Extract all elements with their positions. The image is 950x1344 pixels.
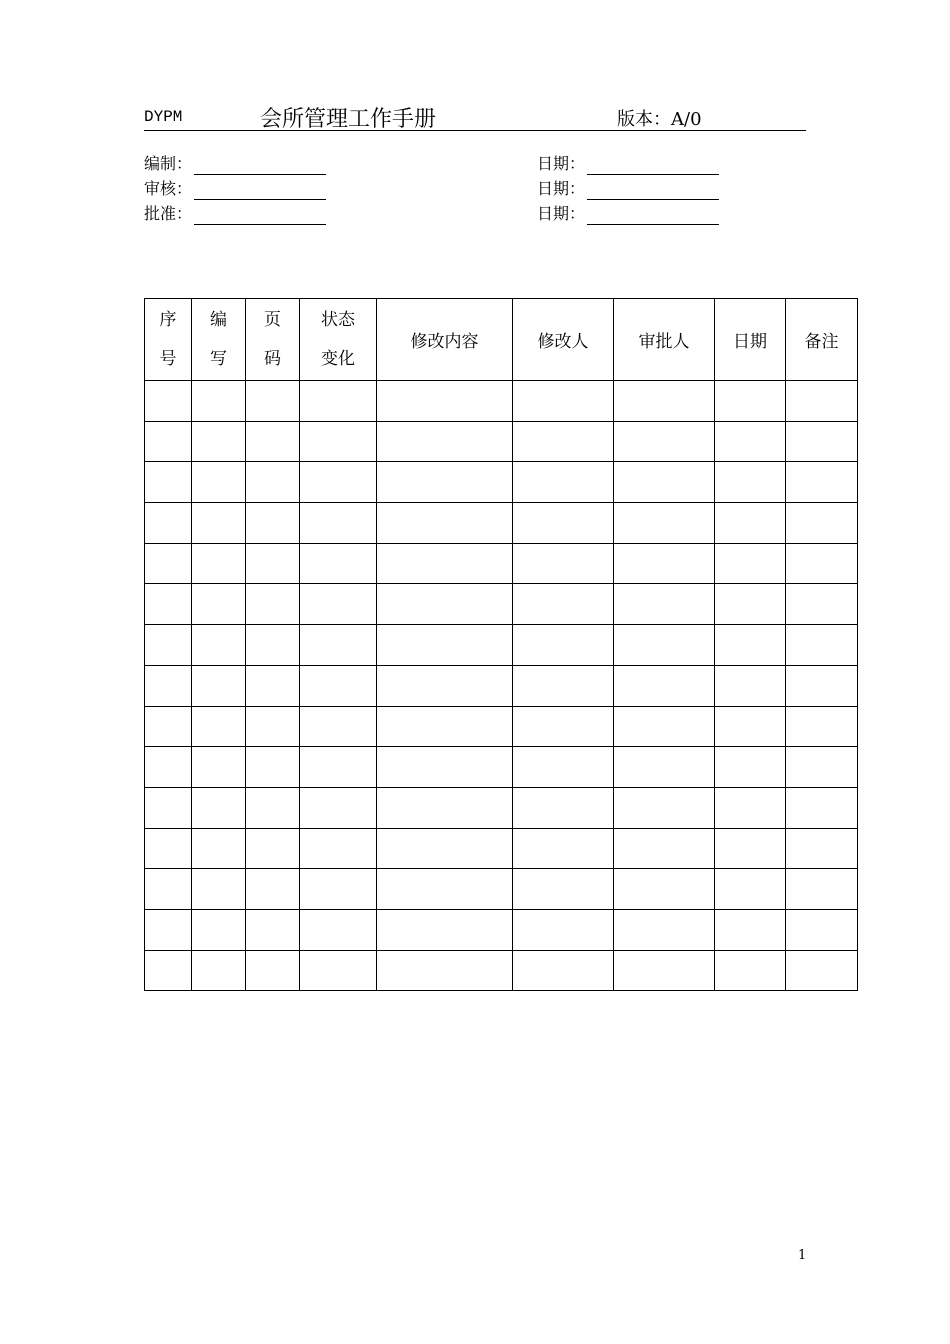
table-cell-modifier[interactable]: [513, 462, 614, 503]
version-label: 版本：A/0: [617, 109, 702, 130]
column-header-modifier: 修改人: [513, 299, 614, 381]
table-cell-date[interactable]: [715, 381, 786, 422]
table-cell-remarks[interactable]: [786, 909, 858, 950]
table-cell-approver[interactable]: [614, 421, 715, 462]
table-cell-seq[interactable]: [145, 421, 192, 462]
table-cell-page[interactable]: [246, 421, 300, 462]
table-cell-remarks[interactable]: [786, 625, 858, 666]
table-cell-modifier[interactable]: [513, 950, 614, 991]
table-cell-modifier[interactable]: [513, 381, 614, 422]
table-cell-status[interactable]: [300, 462, 377, 503]
table-cell-date[interactable]: [715, 828, 786, 869]
table-cell-content[interactable]: [377, 747, 513, 788]
table-cell-date[interactable]: [715, 909, 786, 950]
table-cell-approver[interactable]: [614, 909, 715, 950]
table-cell-status[interactable]: [300, 665, 377, 706]
table-cell-seq[interactable]: [145, 787, 192, 828]
table-cell-seq[interactable]: [145, 909, 192, 950]
table-cell-seq[interactable]: [145, 665, 192, 706]
table-row: [145, 869, 858, 910]
table-cell-approver[interactable]: [614, 543, 715, 584]
table-cell-date[interactable]: [715, 869, 786, 910]
table-cell-remarks[interactable]: [786, 706, 858, 747]
table-cell-approver[interactable]: [614, 869, 715, 910]
table-cell-author[interactable]: [192, 625, 246, 666]
column-header-approver: 审批人: [614, 299, 715, 381]
reviewed-date-label: 日期：: [537, 179, 586, 198]
table-cell-date[interactable]: [715, 543, 786, 584]
table-cell-remarks[interactable]: [786, 381, 858, 422]
table-cell-approver[interactable]: [614, 503, 715, 544]
table-cell-status[interactable]: [300, 706, 377, 747]
table-cell-author[interactable]: [192, 828, 246, 869]
table-cell-status[interactable]: [300, 869, 377, 910]
table-cell-status[interactable]: [300, 787, 377, 828]
table-cell-modifier[interactable]: [513, 747, 614, 788]
table-cell-remarks[interactable]: [786, 869, 858, 910]
table-cell-approver[interactable]: [614, 625, 715, 666]
table-cell-page[interactable]: [246, 584, 300, 625]
table-cell-date[interactable]: [715, 950, 786, 991]
prepared-by-blank: [194, 158, 326, 175]
table-cell-page[interactable]: [246, 747, 300, 788]
table-cell-page[interactable]: [246, 665, 300, 706]
table-cell-modifier[interactable]: [513, 625, 614, 666]
table-cell-author[interactable]: [192, 909, 246, 950]
table-cell-author[interactable]: [192, 706, 246, 747]
table-cell-seq[interactable]: [145, 381, 192, 422]
approved-by-label: 批准：: [144, 204, 193, 223]
table-cell-content[interactable]: [377, 828, 513, 869]
table-cell-content[interactable]: [377, 421, 513, 462]
table-cell-seq[interactable]: [145, 462, 192, 503]
table-cell-page[interactable]: [246, 543, 300, 584]
table-cell-seq[interactable]: [145, 706, 192, 747]
table-cell-author[interactable]: [192, 747, 246, 788]
reviewed-date-blank: [587, 183, 719, 200]
table-cell-content[interactable]: [377, 787, 513, 828]
table-cell-status[interactable]: [300, 503, 377, 544]
table-cell-page[interactable]: [246, 909, 300, 950]
column-header-remarks: 备注: [786, 299, 858, 381]
table-row: [145, 503, 858, 544]
reviewed-by-label: 审核：: [144, 179, 193, 198]
table-cell-content[interactable]: [377, 665, 513, 706]
table-row: [145, 828, 858, 869]
table-cell-modifier[interactable]: [513, 421, 614, 462]
table-row: [145, 665, 858, 706]
table-cell-status[interactable]: [300, 747, 377, 788]
table-cell-date[interactable]: [715, 787, 786, 828]
table-row: [145, 584, 858, 625]
table-cell-page[interactable]: [246, 828, 300, 869]
approved-date-label: 日期：: [537, 204, 586, 223]
revision-rows: [145, 381, 858, 991]
table-cell-status[interactable]: [300, 584, 377, 625]
revision-history-table: [144, 298, 858, 991]
table-cell-seq[interactable]: [145, 828, 192, 869]
table-cell-approver[interactable]: [614, 787, 715, 828]
table-cell-page[interactable]: [246, 869, 300, 910]
table-cell-content[interactable]: [377, 706, 513, 747]
table-cell-seq[interactable]: [145, 503, 192, 544]
table-cell-seq[interactable]: [145, 584, 192, 625]
table-cell-modifier[interactable]: [513, 909, 614, 950]
table-cell-approver[interactable]: [614, 462, 715, 503]
table-cell-modifier[interactable]: [513, 503, 614, 544]
table-cell-author[interactable]: [192, 869, 246, 910]
table-cell-status[interactable]: [300, 909, 377, 950]
table-cell-author[interactable]: [192, 584, 246, 625]
table-cell-content[interactable]: [377, 950, 513, 991]
document-header: [144, 100, 806, 131]
table-cell-modifier[interactable]: [513, 828, 614, 869]
table-cell-modifier[interactable]: [513, 584, 614, 625]
column-header-author: 编 写: [192, 299, 246, 381]
table-cell-remarks[interactable]: [786, 584, 858, 625]
table-cell-seq[interactable]: [145, 543, 192, 584]
table-header-row: [145, 299, 858, 381]
table-cell-seq[interactable]: [145, 625, 192, 666]
table-cell-date[interactable]: [715, 625, 786, 666]
table-cell-status[interactable]: [300, 381, 377, 422]
table-cell-content[interactable]: [377, 625, 513, 666]
table-cell-modifier[interactable]: [513, 543, 614, 584]
prepared-date-label: 日期：: [537, 154, 586, 173]
table-cell-remarks[interactable]: [786, 828, 858, 869]
table-row: [145, 787, 858, 828]
table-cell-status[interactable]: [300, 625, 377, 666]
table-cell-modifier[interactable]: [513, 787, 614, 828]
table-cell-modifier[interactable]: [513, 665, 614, 706]
table-cell-date[interactable]: [715, 747, 786, 788]
table-cell-approver[interactable]: [614, 747, 715, 788]
table-cell-remarks[interactable]: [786, 950, 858, 991]
table-cell-page[interactable]: [246, 381, 300, 422]
table-cell-author[interactable]: [192, 950, 246, 991]
prepared-date-blank: [587, 158, 719, 175]
table-cell-date[interactable]: [715, 584, 786, 625]
table-cell-author[interactable]: [192, 503, 246, 544]
column-header-status: 状态 变化: [300, 299, 377, 381]
table-cell-remarks[interactable]: [786, 665, 858, 706]
table-cell-content[interactable]: [377, 503, 513, 544]
table-cell-approver[interactable]: [614, 381, 715, 422]
table-cell-date[interactable]: [715, 462, 786, 503]
table-cell-remarks[interactable]: [786, 503, 858, 544]
table-cell-remarks[interactable]: [786, 543, 858, 584]
table-cell-page[interactable]: [246, 950, 300, 991]
table-cell-modifier[interactable]: [513, 706, 614, 747]
table-cell-content[interactable]: [377, 381, 513, 422]
table-cell-remarks[interactable]: [786, 787, 858, 828]
table-cell-content[interactable]: [377, 462, 513, 503]
table-cell-page[interactable]: [246, 503, 300, 544]
table-cell-approver[interactable]: [614, 706, 715, 747]
table-cell-remarks[interactable]: [786, 421, 858, 462]
table-cell-date[interactable]: [715, 503, 786, 544]
table-cell-author[interactable]: [192, 665, 246, 706]
reviewed-by-blank: [194, 183, 326, 200]
table-cell-page[interactable]: [246, 625, 300, 666]
table-row: [145, 747, 858, 788]
document-code: DYPM: [144, 108, 183, 126]
table-cell-author[interactable]: [192, 381, 246, 422]
table-cell-page[interactable]: [246, 462, 300, 503]
table-row: [145, 381, 858, 422]
table-cell-modifier[interactable]: [513, 869, 614, 910]
table-cell-author[interactable]: [192, 462, 246, 503]
table-row: [145, 543, 858, 584]
table-row: [145, 462, 858, 503]
table-cell-content[interactable]: [377, 869, 513, 910]
table-row: [145, 625, 858, 666]
page-number: 1: [798, 1248, 807, 1263]
table-cell-author[interactable]: [192, 421, 246, 462]
table-cell-status[interactable]: [300, 950, 377, 991]
table-cell-content[interactable]: [377, 909, 513, 950]
table-cell-seq[interactable]: [145, 747, 192, 788]
table-cell-remarks[interactable]: [786, 462, 858, 503]
table-cell-approver[interactable]: [614, 950, 715, 991]
table-cell-remarks[interactable]: [786, 747, 858, 788]
column-header-page: 页 码: [246, 299, 300, 381]
table-row: [145, 909, 858, 950]
table-row: [145, 706, 858, 747]
table-cell-date[interactable]: [715, 706, 786, 747]
table-cell-approver[interactable]: [614, 665, 715, 706]
document-title: 会所管理工作手册: [260, 107, 437, 132]
column-header-seq: 序 号: [145, 299, 192, 381]
table-cell-status[interactable]: [300, 828, 377, 869]
column-header-content: 修改内容: [377, 299, 513, 381]
table-cell-approver[interactable]: [614, 828, 715, 869]
table-cell-approver[interactable]: [614, 584, 715, 625]
table-cell-date[interactable]: [715, 665, 786, 706]
column-header-date: 日期: [715, 299, 786, 381]
prepared-by-label: 编制：: [144, 154, 193, 173]
table-cell-date[interactable]: [715, 421, 786, 462]
table-cell-status[interactable]: [300, 421, 377, 462]
table-cell-page[interactable]: [246, 706, 300, 747]
reviewed-by-field: [144, 178, 326, 200]
reviewed-date-field: [537, 178, 719, 200]
table-cell-content[interactable]: [377, 543, 513, 584]
approved-date-blank: [587, 208, 719, 225]
table-cell-content[interactable]: [377, 584, 513, 625]
table-cell-page[interactable]: [246, 787, 300, 828]
table-cell-author[interactable]: [192, 543, 246, 584]
prepared-date-field: [537, 153, 719, 175]
table-cell-status[interactable]: [300, 543, 377, 584]
approved-by-field: [144, 203, 326, 225]
approved-date-field: [537, 203, 719, 225]
table-row: [145, 421, 858, 462]
table-row: [145, 950, 858, 991]
table-cell-author[interactable]: [192, 787, 246, 828]
table-cell-seq[interactable]: [145, 869, 192, 910]
table-cell-seq[interactable]: [145, 950, 192, 991]
prepared-by-field: [144, 153, 326, 175]
approved-by-blank: [194, 208, 326, 225]
